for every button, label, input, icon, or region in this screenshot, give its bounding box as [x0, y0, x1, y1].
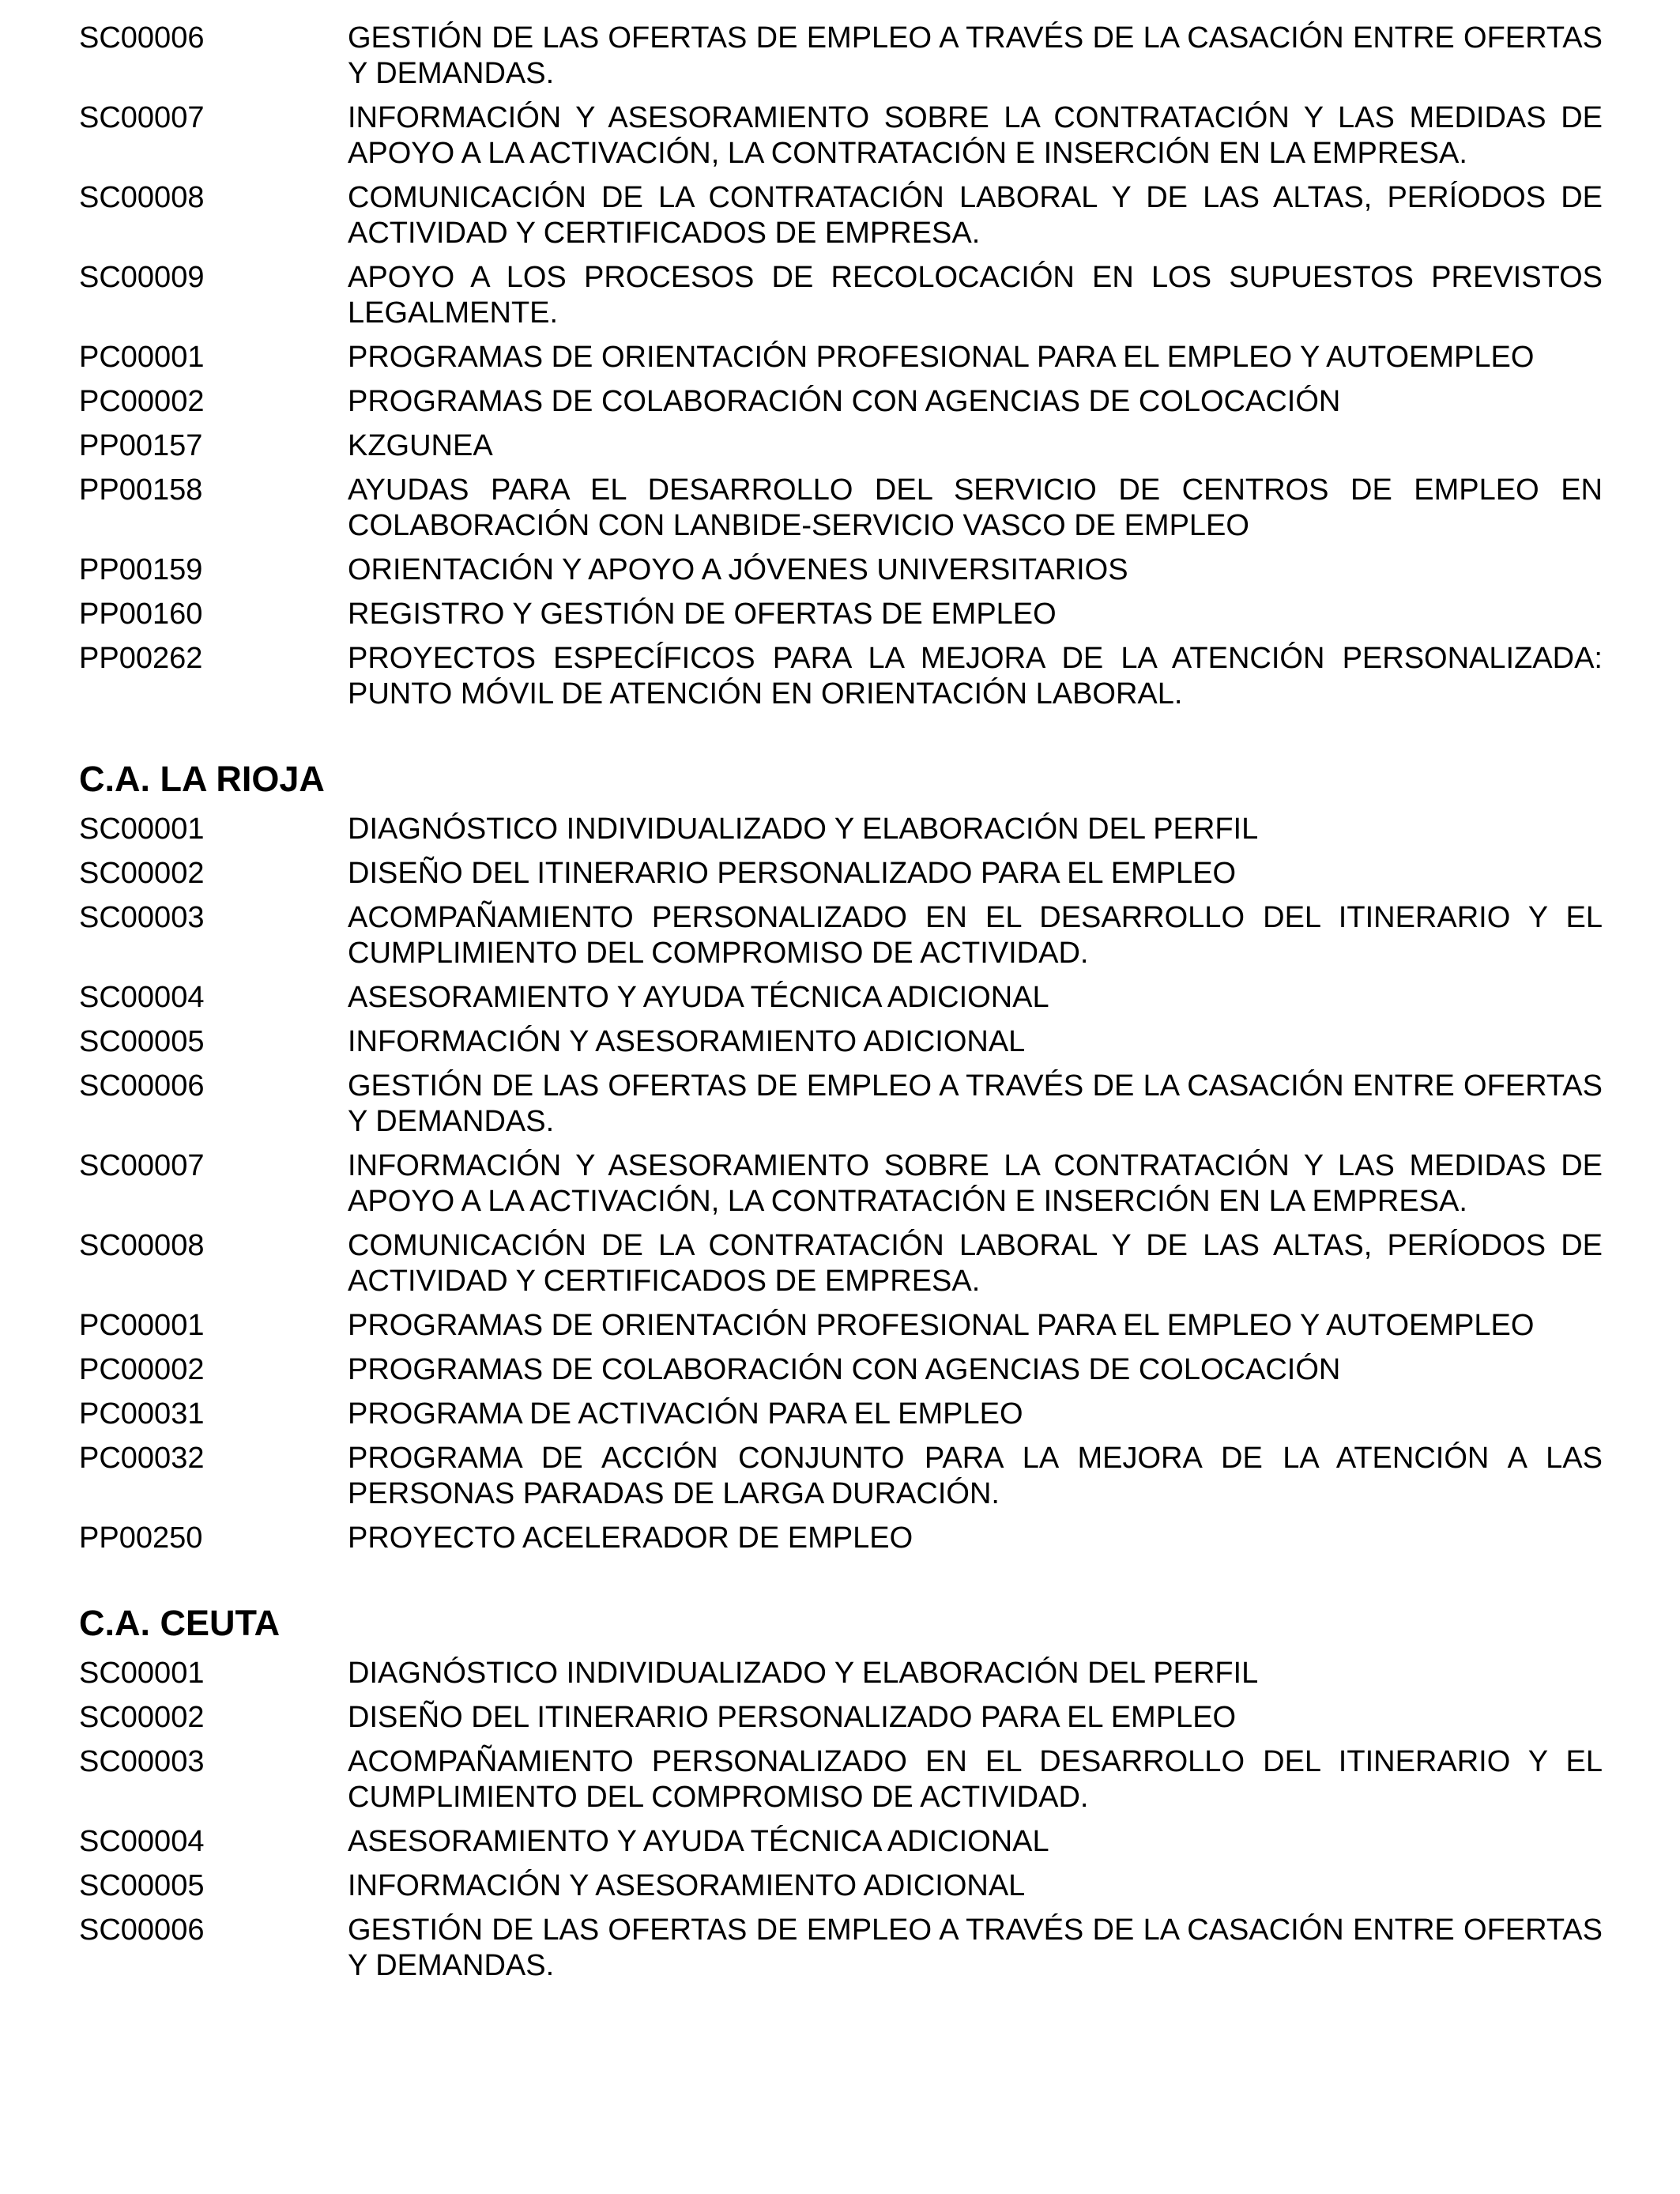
service-row: [79, 1913, 1603, 1984]
service-description: PROGRAMAS DE COLABORACIÓN CON AGENCIAS DE COLOCACIÓN: [348, 385, 1341, 418]
service-description: INFORMACIÓN Y ASESORAMIENTO ADICIONAL: [348, 1025, 1026, 1058]
service-row: [79, 812, 1596, 847]
service-description: ACOMPAÑAMIENTO PERSONALIZADO EN EL DESARROLLO DEL ITINERARIO Y EL CUMPLIMIENTO DEL COMPROMISO DE ACTIVIDAD.: [348, 1745, 1603, 1814]
service-description: DISEÑO DEL ITINERARIO PERSONALIZADO PARA EL EMPLEO: [348, 1701, 1237, 1734]
service-code: SC00001: [79, 812, 205, 846]
service-description: ASESORAMIENTO Y AYUDA TÉCNICA ADICIONAL: [348, 1825, 1049, 1858]
sections-container: [79, 21, 1603, 1984]
service-code: PP00160: [79, 598, 203, 631]
service-row: [79, 980, 1596, 1016]
service-row: [79, 1824, 1596, 1860]
service-code: SC00008: [79, 181, 205, 214]
service-code: PP00250: [79, 1521, 203, 1555]
service-row: [79, 552, 1596, 588]
service-description: PROGRAMAS DE COLABORACIÓN CON AGENCIAS DE COLOCACIÓN: [348, 1353, 1341, 1386]
service-row: [79, 641, 1603, 712]
service-row: [79, 900, 1603, 971]
service-code: SC00002: [79, 1701, 205, 1734]
service-code: PP00262: [79, 642, 203, 675]
service-row: [79, 428, 1596, 464]
service-description: DISEÑO DEL ITINERARIO PERSONALIZADO PARA EL EMPLEO: [348, 857, 1237, 890]
service-code: SC00003: [79, 901, 205, 934]
service-code: SC00004: [79, 981, 205, 1014]
service-code: SC00004: [79, 1825, 205, 1858]
service-description: ORIENTACIÓN Y APOYO A JÓVENES UNIVERSITARIOS: [348, 553, 1128, 586]
service-row: [79, 1744, 1603, 1815]
service-code: SC00002: [79, 857, 205, 890]
service-code: PP00157: [79, 429, 203, 462]
service-row: [79, 1656, 1596, 1691]
service-description: DIAGNÓSTICO INDIVIDUALIZADO Y ELABORACIÓN DEL PERFIL: [348, 1657, 1259, 1690]
service-code: SC00005: [79, 1025, 205, 1058]
service-code: PC00001: [79, 1309, 205, 1342]
service-code: SC00007: [79, 101, 205, 134]
service-description: PROGRAMAS DE ORIENTACIÓN PROFESIONAL PARA EL EMPLEO Y AUTOEMPLEO: [348, 1309, 1535, 1342]
service-code: PP00159: [79, 553, 203, 586]
service-code: SC00003: [79, 1745, 205, 1778]
service-row: [79, 856, 1596, 892]
service-description: INFORMACIÓN Y ASESORAMIENTO SOBRE LA CONTRATACIÓN Y LAS MEDIDAS DE APOYO A LA ACTIVACIÓN, LA CONTRATACIÓN E INSERCIÓN EN LA EMPRESA.: [348, 1149, 1603, 1218]
service-code: PC00002: [79, 385, 205, 418]
service-description: PROGRAMAS DE ORIENTACIÓN PROFESIONAL PARA EL EMPLEO Y AUTOEMPLEO: [348, 341, 1535, 374]
service-description: INFORMACIÓN Y ASESORAMIENTO ADICIONAL: [348, 1869, 1026, 1902]
service-code: PC00032: [79, 1442, 205, 1475]
service-description: PROYECTOS ESPECÍFICOS PARA LA MEJORA DE LA ATENCIÓN PERSONALIZADA: PUNTO MÓVIL DE ATENCIÓN EN ORIENTACIÓN LABORAL.: [348, 642, 1603, 711]
service-description: PROGRAMA DE ACTIVACIÓN PARA EL EMPLEO: [348, 1397, 1023, 1431]
service-row: [79, 1700, 1596, 1736]
service-code: SC00006: [79, 1913, 205, 1947]
service-row: [79, 1397, 1596, 1432]
service-row: [79, 1521, 1596, 1556]
service-description: DIAGNÓSTICO INDIVIDUALIZADO Y ELABORACIÓN DEL PERFIL: [348, 812, 1259, 846]
service-code: SC00007: [79, 1149, 205, 1182]
service-description: GESTIÓN DE LAS OFERTAS DE EMPLEO A TRAVÉS DE LA CASACIÓN ENTRE OFERTAS Y DEMANDAS.: [348, 1913, 1603, 1982]
service-code: SC00006: [79, 1069, 205, 1103]
service-row: [79, 597, 1596, 632]
service-row: [79, 21, 1603, 92]
service-row: [79, 1441, 1603, 1512]
service-row: [79, 340, 1596, 375]
service-row: [79, 100, 1603, 172]
service-description: INFORMACIÓN Y ASESORAMIENTO SOBRE LA CONTRATACIÓN Y LAS MEDIDAS DE APOYO A LA ACTIVACIÓN, LA CONTRATACIÓN E INSERCIÓN EN LA EMPRESA.: [348, 101, 1603, 170]
service-row: [79, 384, 1596, 420]
service-description: KZGUNEA: [348, 429, 493, 462]
service-row: [79, 1024, 1596, 1060]
service-row: [79, 1069, 1603, 1140]
service-description: REGISTRO Y GESTIÓN DE OFERTAS DE EMPLEO: [348, 598, 1057, 631]
service-description: GESTIÓN DE LAS OFERTAS DE EMPLEO A TRAVÉS DE LA CASACIÓN ENTRE OFERTAS Y DEMANDAS.: [348, 1069, 1603, 1138]
service-description: AYUDAS PARA EL DESARROLLO DEL SERVICIO DE CENTROS DE EMPLEO EN COLABORACIÓN CON LANBIDE-SERVICIO VASCO DE EMPLEO: [348, 473, 1603, 542]
service-description: APOYO A LOS PROCESOS DE RECOLOCACIÓN EN LOS SUPUESTOS PREVISTOS LEGALMENTE.: [348, 261, 1603, 330]
service-row: [79, 1228, 1603, 1299]
service-row: [79, 473, 1603, 544]
service-code: SC00006: [79, 21, 205, 55]
service-description: ACOMPAÑAMIENTO PERSONALIZADO EN EL DESARROLLO DEL ITINERARIO Y EL CUMPLIMIENTO DEL COMPROMISO DE ACTIVIDAD.: [348, 901, 1603, 970]
document-section: [79, 21, 1603, 712]
service-code: SC00009: [79, 261, 205, 294]
service-description: PROYECTO ACELERADOR DE EMPLEO: [348, 1521, 913, 1555]
document-section: [79, 1602, 1603, 1984]
service-description: COMUNICACIÓN DE LA CONTRATACIÓN LABORAL Y DE LAS ALTAS, PERÍODOS DE ACTIVIDAD Y CERTIFICADOS DE EMPRESA.: [348, 181, 1603, 250]
service-code: SC00005: [79, 1869, 205, 1902]
section-heading: C.A. CEUTA: [79, 1603, 281, 1643]
service-code: SC00001: [79, 1657, 205, 1690]
service-code: PC00031: [79, 1397, 205, 1431]
service-row: [79, 1148, 1603, 1220]
service-row: [79, 1352, 1596, 1388]
service-row: [79, 260, 1603, 331]
service-description: PROGRAMA DE ACCIÓN CONJUNTO PARA LA MEJORA DE LA ATENCIÓN A LAS PERSONAS PARADAS DE LARGA DURACIÓN.: [348, 1442, 1603, 1510]
service-row: [79, 180, 1603, 251]
service-code: PC00002: [79, 1353, 205, 1386]
document-section: [79, 758, 1603, 1556]
service-code: PC00001: [79, 341, 205, 374]
service-description: COMUNICACIÓN DE LA CONTRATACIÓN LABORAL Y DE LAS ALTAS, PERÍODOS DE ACTIVIDAD Y CERTIFICADOS DE EMPRESA.: [348, 1229, 1603, 1298]
service-description: GESTIÓN DE LAS OFERTAS DE EMPLEO A TRAVÉS DE LA CASACIÓN ENTRE OFERTAS Y DEMANDAS.: [348, 21, 1603, 90]
service-code: SC00008: [79, 1229, 205, 1262]
section-heading: C.A. LA RIOJA: [79, 759, 325, 799]
service-row: [79, 1308, 1596, 1344]
service-code: PP00158: [79, 473, 203, 507]
service-row: [79, 1868, 1596, 1904]
service-description: ASESORAMIENTO Y AYUDA TÉCNICA ADICIONAL: [348, 981, 1049, 1014]
document-page: [79, 21, 1603, 1992]
